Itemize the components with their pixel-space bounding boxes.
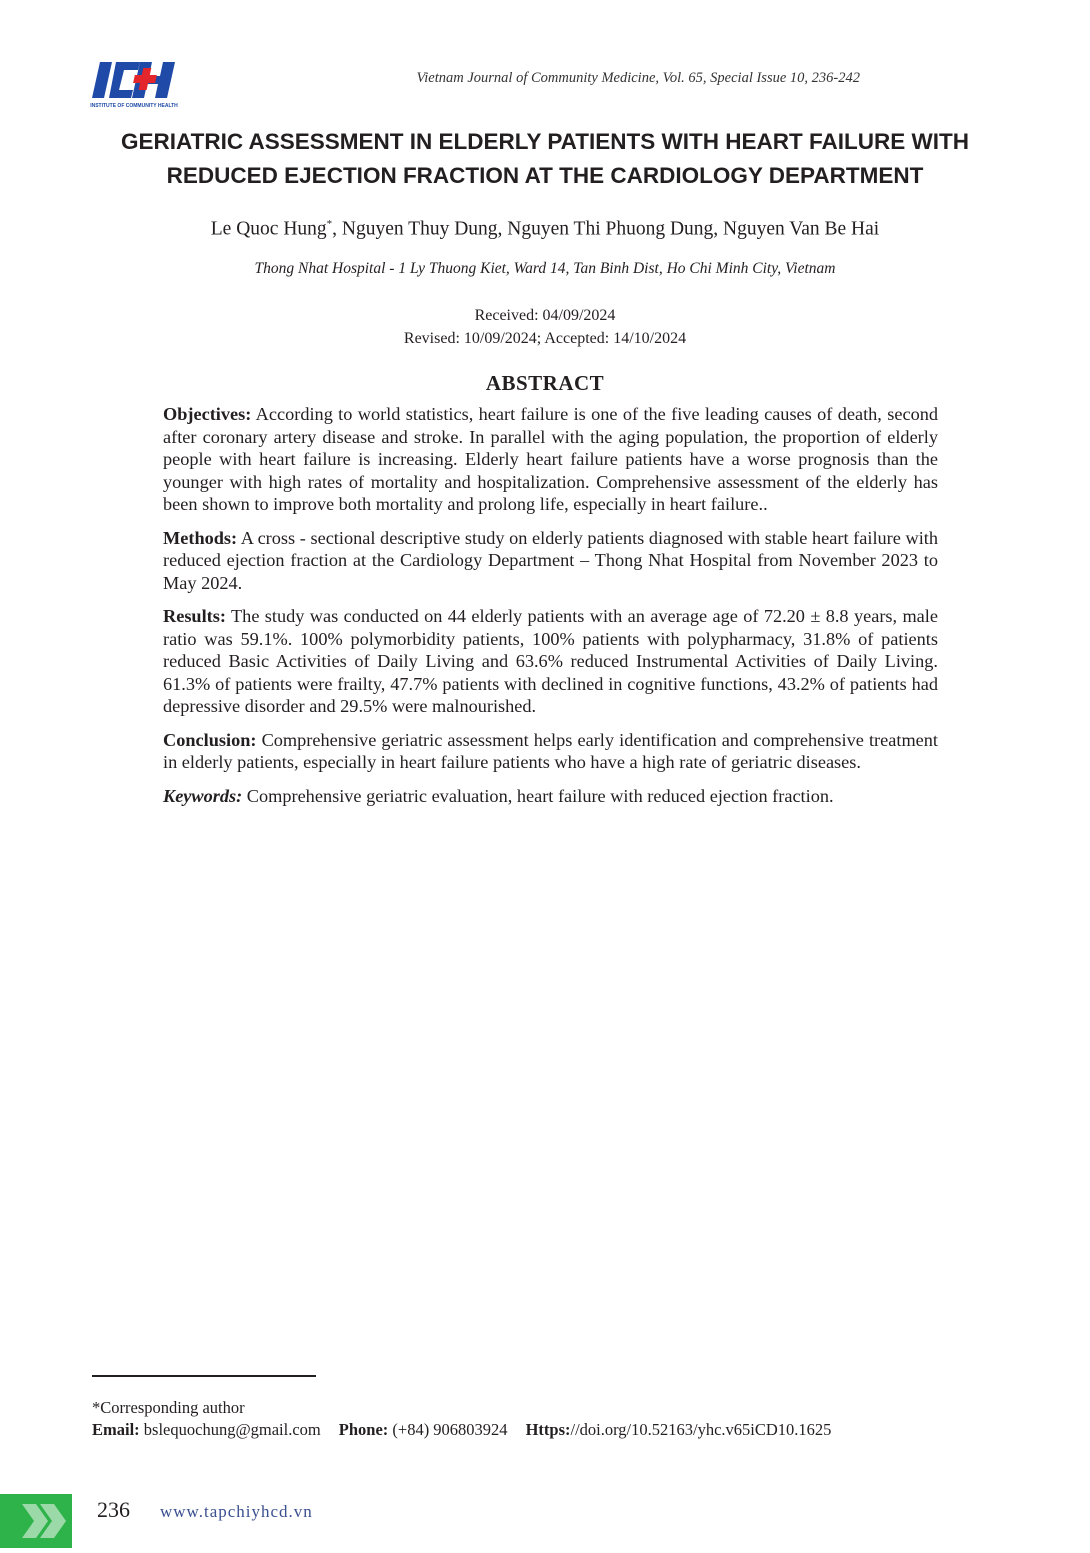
methods-label: Methods: bbox=[163, 527, 238, 548]
doi-link[interactable]: //doi.org/10.52163/yhc.v65iCD10.1625 bbox=[570, 1420, 832, 1439]
abstract-conclusion bbox=[163, 729, 938, 774]
corresponding-mark: * bbox=[326, 218, 333, 230]
abstract-objectives bbox=[163, 403, 938, 516]
results-text: The study was conducted on 44 elderly patients with an average age of 72.20 ± 8.8 years, male ratio was 59.1%. 100% polymorbidity patients, 100% patients with polypharmacy, 31.8% of patients reduced Basic Activities of Daily Living and 63.6% reduced Instrumental Activities of Daily Living. 61.3% of patients were frailty, 47.7% patients with declined in cognitive functions, 43.2% of patients had depressive disorder and 29.5% were malnourished. bbox=[163, 606, 938, 716]
objectives-text: According to world statistics, heart failure is one of the five leading causes of death, second after coronary artery disease and stroke. In parallel with the aging population, the proportion of elderly people with heart failure is increasing. Elderly heart failure patients have a worse prognosis than the younger with high rates of mortality and hospitalization. Comprehensive assessment of the elderly has been shown to improve both mortality and prolong life, especially in heart failure.. bbox=[163, 404, 938, 514]
results-label: Results: bbox=[163, 606, 226, 626]
objectives-label: Objectives: bbox=[163, 404, 252, 424]
contact-row bbox=[92, 1419, 831, 1441]
received-date: Received: 04/09/2024 bbox=[474, 307, 616, 324]
email-label: Email: bbox=[92, 1420, 140, 1439]
author-list bbox=[60, 210, 1030, 244]
abstract-body bbox=[163, 403, 938, 818]
footnote bbox=[92, 1397, 831, 1441]
corresponding-author: Le Quoc Hung bbox=[210, 218, 327, 240]
abstract-methods bbox=[163, 527, 938, 595]
footer-tab bbox=[0, 1494, 72, 1548]
journal-header: Vietnam Journal of Community Medicine, Vol. 65, Special Issue 10, 236-242 bbox=[416, 70, 860, 86]
keywords-label: Keywords: bbox=[163, 785, 243, 806]
affiliation: Thong Nhat Hospital - 1 Ly Thuong Kiet, Ward 14, Tan Binh Dist, Ho Chi Minh City, Vietnam bbox=[254, 260, 836, 277]
co-authors: , Nguyen Thuy Dung, Nguyen Thi Phuong Dung, Nguyen Van Be Hai bbox=[332, 218, 880, 240]
logo-caption: INSTITUTE OF COMMUNITY HEALTH bbox=[90, 103, 178, 109]
page-number: 236 bbox=[97, 1497, 130, 1522]
abstract-keywords bbox=[163, 785, 938, 808]
conclusion-label: Conclusion: bbox=[163, 729, 257, 750]
footnote-divider bbox=[92, 1375, 316, 1377]
abstract-results bbox=[163, 605, 938, 718]
keywords-text: Comprehensive geriatric evaluation, heart failure with reduced ejection fraction. bbox=[242, 785, 834, 806]
methods-text: A cross - sectional descriptive study on elderly patients diagnosed with stable heart failure with reduced ejection fraction at the Cardiology Department – Thong Nhat Hospital from November 2023 to May 2024. bbox=[163, 527, 938, 593]
email-link[interactable]: bslequochung@gmail.com bbox=[139, 1420, 321, 1439]
abstract-heading: ABSTRACT bbox=[485, 371, 605, 395]
phone-label: Phone: bbox=[338, 1420, 389, 1439]
title-line-1: GERIATRIC ASSESSMENT IN ELDERLY PATIENTS WITH HEART FAILURE WITH bbox=[121, 129, 969, 154]
article-dates bbox=[60, 304, 1030, 350]
conclusion-text: Comprehensive geriatric assessment helps early identification and comprehensive treatment in elderly patients, especially in heart failure patients who have a high rate of geriatric diseases. bbox=[163, 729, 938, 772]
title-line-2: REDUCED EJECTION FRACTION AT THE CARDIOLOGY DEPARTMENT bbox=[166, 163, 924, 188]
corresponding-note: *Corresponding author bbox=[92, 1398, 245, 1417]
article-title bbox=[80, 125, 1010, 193]
website-link[interactable]: www.tapchiyhcd.vn bbox=[160, 1502, 313, 1521]
journal-logo bbox=[88, 60, 180, 110]
ich-logo-mark bbox=[92, 62, 175, 98]
revised-accepted-dates: Revised: 10/09/2024; Accepted: 14/10/2024 bbox=[403, 330, 687, 347]
doi-label: Https: bbox=[525, 1420, 571, 1439]
phone-value: (+84) 906803924 bbox=[388, 1420, 508, 1439]
double-chevron-icon bbox=[0, 1494, 72, 1548]
